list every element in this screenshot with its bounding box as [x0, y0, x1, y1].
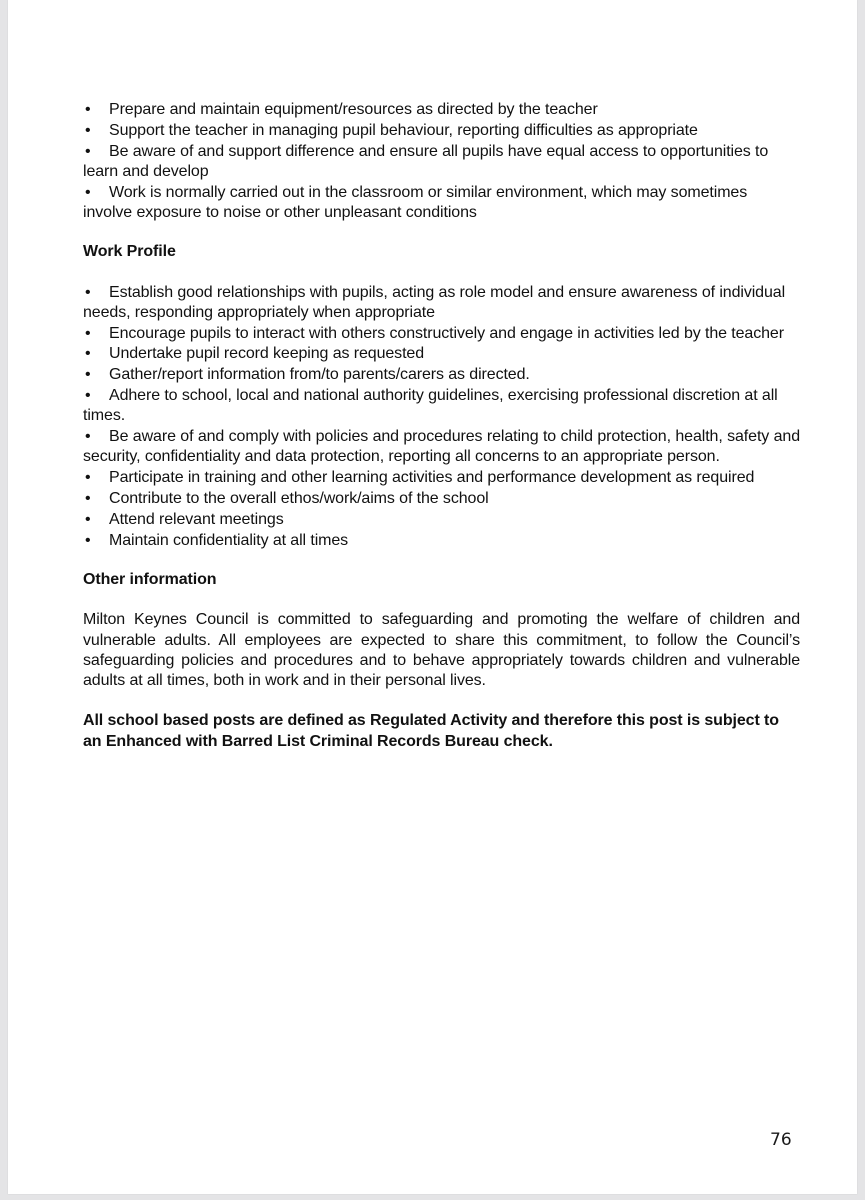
bullet-icon: • [85, 366, 91, 384]
bullet-icon: • [85, 142, 91, 160]
list-item-text: Be aware of and comply with policies and procedures relating to child protection, health, safety and security, confidentiality and data protection, reporting all concerns to an appropriate person. [83, 428, 800, 466]
bullet-icon: • [85, 531, 91, 549]
bullet-icon: • [85, 183, 91, 201]
list-item [83, 121, 800, 141]
work-profile-bullet-list [83, 283, 800, 551]
other-information-heading: Other information [83, 570, 217, 588]
bullet-icon: • [85, 510, 91, 528]
list-item-text: Maintain confidentiality at all times [109, 531, 349, 549]
list-item-text: Contribute to the overall ethos/work/aims of the school [109, 490, 489, 508]
list-item-text: Be aware of and support difference and ensure all pupils have equal access to opportunities to learn and develop [83, 142, 769, 180]
list-item-text: Establish good relationships with pupils, acting as role model and ensure awareness of individual needs, responding appropriately when appropriate [83, 283, 786, 321]
list-item-text: Participate in training and other learning activities and performance development as required [109, 469, 755, 487]
intro-bullet-list [83, 100, 800, 223]
list-item [83, 324, 800, 344]
list-item [83, 531, 800, 551]
list-item [83, 283, 800, 324]
bullet-icon: • [85, 345, 91, 363]
bullet-icon: • [85, 101, 91, 118]
list-item-text: Support the teacher in managing pupil behaviour, reporting difficulties as appropriate [109, 121, 698, 139]
bullet-icon: • [85, 324, 91, 342]
bullet-icon: • [85, 469, 91, 487]
list-item-text: Gather/report information from/to parents/carers as directed. [109, 366, 530, 384]
bullet-icon: • [85, 387, 91, 405]
page-number: 76 [770, 1130, 792, 1150]
list-item [83, 468, 800, 488]
list-item [83, 344, 800, 364]
safeguarding-paragraph: Milton Keynes Council is committed to safeguarding and promoting the welfare of children and vulnerable adults. All employees are expected to share this commitment, to follow the Council’s safeguarding policies and procedures and to behave appropriately towards children and vulnerable adults at all times, both in work and in their personal lives. [83, 611, 800, 690]
list-item [83, 489, 800, 509]
list-item [83, 100, 800, 120]
bullet-icon: • [85, 490, 91, 508]
work-profile-heading: Work Profile [83, 243, 176, 261]
list-item-text: Adhere to school, local and national authority guidelines, exercising professional discretion at all times. [83, 387, 778, 425]
document-page [8, 0, 857, 1194]
bullet-icon: • [85, 283, 91, 301]
list-item [83, 386, 800, 427]
list-item-text: Encourage pupils to interact with others constructively and engage in activities led by the teacher [109, 324, 784, 342]
list-item [83, 365, 800, 385]
bullet-icon: • [85, 428, 91, 446]
page-content [83, 100, 800, 772]
list-item [83, 427, 800, 468]
regulated-activity-statement: All school based posts are defined as Regulated Activity and therefore this post is subject to an Enhanced with Barred List Criminal Records Bureau check. [83, 712, 779, 750]
list-item [83, 510, 800, 530]
list-item [83, 142, 800, 183]
list-item-text: Work is normally carried out in the classroom or similar environment, which may sometimes involve exposure to noise or other unpleasant conditions [83, 183, 748, 221]
list-item-text: Attend relevant meetings [109, 510, 284, 528]
list-item [83, 183, 800, 224]
list-item-text: Undertake pupil record keeping as requested [109, 345, 425, 363]
bullet-icon: • [85, 121, 91, 139]
list-item-text: Prepare and maintain equipment/resources as directed by the teacher [109, 101, 598, 118]
